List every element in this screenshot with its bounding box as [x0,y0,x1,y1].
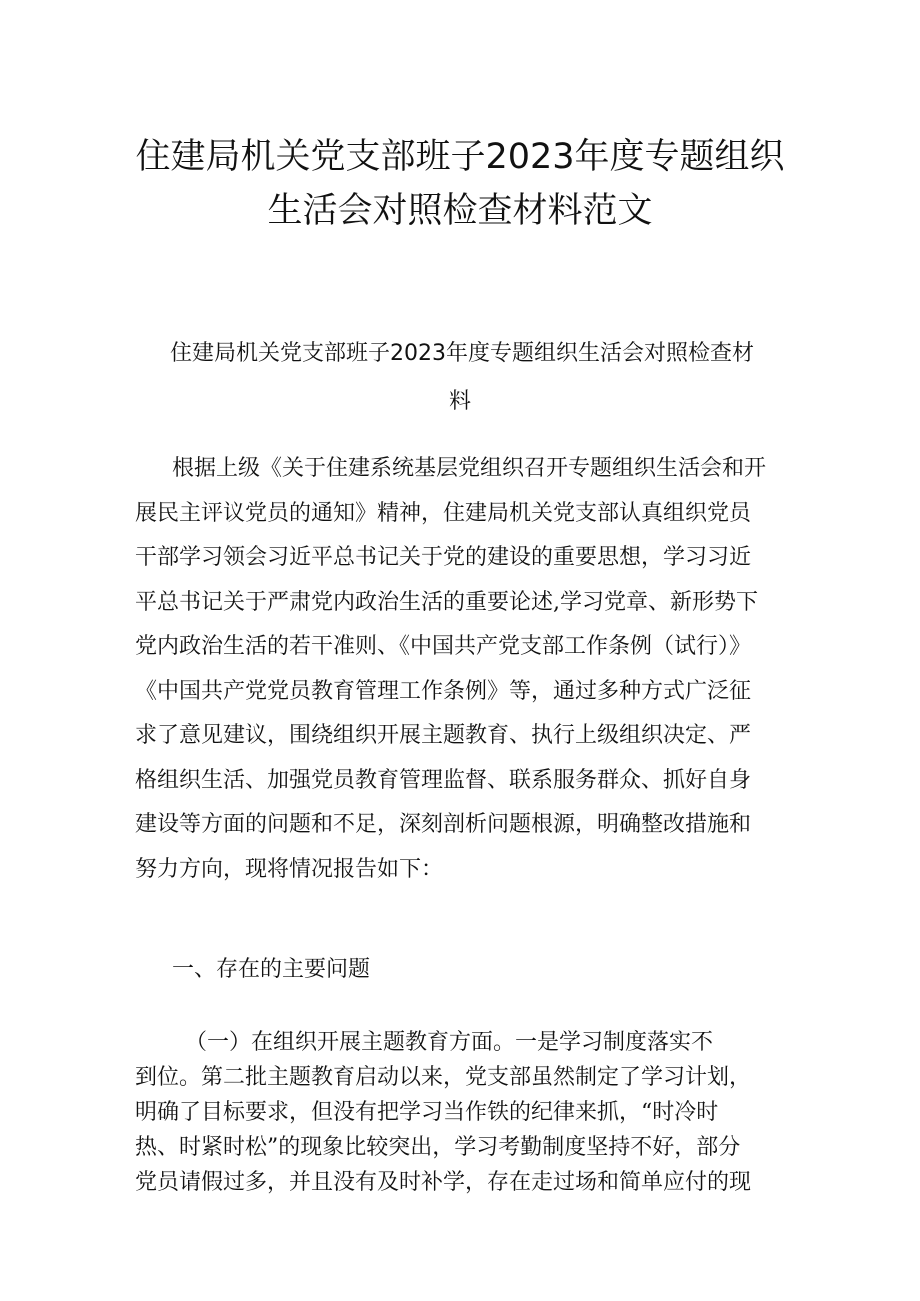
paragraph-line: 到位。第二批主题教育启动以来，党支部虽然制定了学习计划， [135,1065,752,1090]
document-subtitle [130,330,790,426]
subtitle-line: 住建局机关党支部班子2023年度专题组织生活会对照检查材 [170,341,754,366]
paragraph-line: 党内政治生活的若干准则、《中国共产党支部工作条例（试行）》 [135,634,752,659]
paragraph-line: （一）在组织开展主题教育方面。一是学习制度落实不 [185,1030,714,1055]
paragraph-line: 干部学习领会习近平总书记关于党的建设的重要思想，学习习近 [135,545,752,570]
intro-paragraph [135,447,800,892]
paragraph-line: 展民主评议党员的通知》精神，住建局机关党支部认真组织党员 [135,500,752,526]
title-line: 住建局机关党支部班子2023年度专题组织 [135,137,785,177]
paragraph-line: 格组织生活、加强党员教育管理监督、联系服务群众、抓好自身 [135,767,752,793]
subsection-paragraph [135,1025,800,1200]
section-heading-text: 一、存在的主要问题 [172,957,371,982]
paragraph-line: 热、时紧时松”的现象比较突出，学习考勤制度坚持不好，部分 [135,1135,741,1160]
paragraph-line: 《中国共产党党员教育管理工作条例》等，通过多种方式广泛征 [135,678,752,704]
section-heading [135,950,800,990]
title-line: 生活会对照检查材料范文 [267,191,653,231]
paragraph-line: 平总书记关于严肃党内政治生活的重要论述,学习党章、新形势下 [135,589,758,615]
paragraph-line: 建设等方面的问题和不足，深刻剖析问题根源，明确整改措施和 [135,812,752,837]
paragraph-line: 党员请假过多，并且没有及时补学，存在走过场和简单应付的现 [135,1170,752,1195]
paragraph-line: 求了意见建议，围绕组织开展主题教育、执行上级组织决定、严 [135,723,752,748]
paragraph-line: 根据上级《关于住建系统基层党组织召开专题组织生活会和开 [172,456,767,481]
paragraph-line: 努力方向，现将情况报告如下： [135,856,444,882]
document-title [90,130,830,238]
subtitle-line: 料 [448,389,471,414]
paragraph-line: 明确了目标要求，但没有把学习当作铁的纪律来抓，“时冷时 [135,1100,719,1125]
